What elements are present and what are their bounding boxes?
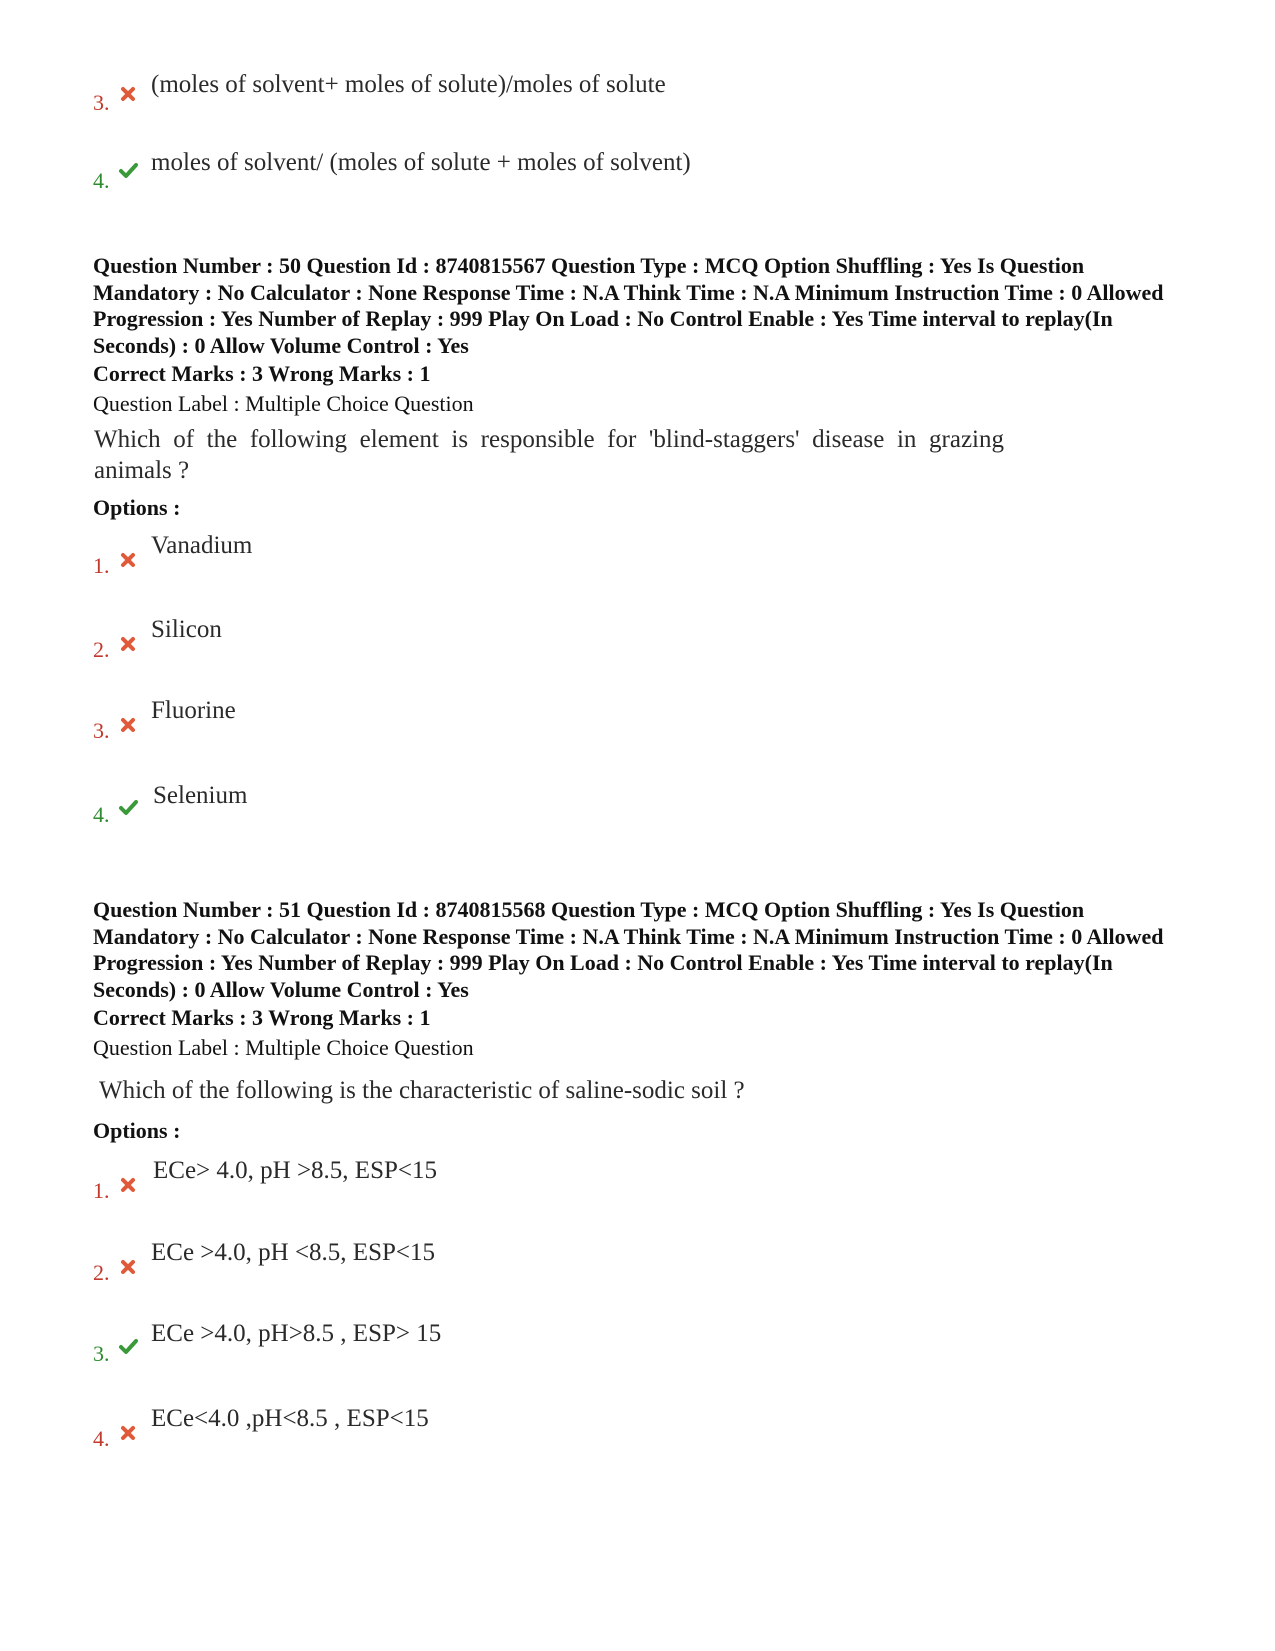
options-heading: Options : xyxy=(93,495,181,520)
option-text: (moles of solvent+ moles of solute)/moles of solute xyxy=(151,71,666,98)
option-number: 2. xyxy=(93,637,110,662)
option-text: Selenium xyxy=(153,782,248,809)
option-number: 4. xyxy=(93,1426,110,1451)
question-text: Which of the following is the characteristic of saline-sodic soil ? xyxy=(99,1077,745,1104)
question-marks: Correct Marks : 3 Wrong Marks : 1 xyxy=(93,1005,431,1030)
cross-icon xyxy=(118,1423,138,1443)
option-number: 4. xyxy=(93,802,110,827)
option-number: 3. xyxy=(93,1341,110,1366)
cross-icon xyxy=(118,715,138,735)
option-text: ECe >4.0, pH <8.5, ESP<15 xyxy=(151,1239,435,1266)
question-label: Question Label : Multiple Choice Question xyxy=(93,391,474,416)
cross-icon xyxy=(118,550,138,570)
option-number: 1. xyxy=(93,1178,110,1203)
check-icon xyxy=(118,1336,138,1356)
option-number: 3. xyxy=(93,718,110,743)
question-metadata: Question Number : 50 Question Id : 8740815567 Question Type : MCQ Option Shuffling : Yes Is Question Mandatory : No Calculator : None Response Time : N.A Think Time : N.A Minimum Instruction Time : 0 Allowed Progression : Yes Number of Replay : 999 Play On Load : No Control Enable : Yes Time interval to replay(In Seconds) : 0 Allow Volume Control : Yes xyxy=(93,253,1164,358)
option-text: moles of solvent/ (moles of solute + moles of solvent) xyxy=(151,149,691,176)
option-text: Fluorine xyxy=(151,697,236,724)
cross-icon xyxy=(118,1175,138,1195)
option-text: Silicon xyxy=(151,616,222,643)
cross-icon xyxy=(118,634,138,654)
question-marks: Correct Marks : 3 Wrong Marks : 1 xyxy=(93,361,431,386)
option-text: ECe >4.0, pH>8.5 , ESP> 15 xyxy=(151,1320,442,1347)
cross-icon xyxy=(118,1257,138,1277)
option-text: ECe<4.0 ,pH<8.5 , ESP<15 xyxy=(151,1405,429,1432)
option-number: 1. xyxy=(93,553,110,578)
question-text: Which of the following element is responsible for 'blind-staggers' disease in grazing animals ? xyxy=(94,426,1004,484)
options-heading: Options : xyxy=(93,1118,181,1143)
option-number: 4. xyxy=(93,168,110,193)
question-label: Question Label : Multiple Choice Question xyxy=(93,1035,474,1060)
check-icon xyxy=(118,797,138,817)
question-metadata: Question Number : 51 Question Id : 8740815568 Question Type : MCQ Option Shuffling : Yes Is Question Mandatory : No Calculator : None Response Time : N.A Think Time : N.A Minimum Instruction Time : 0 Allowed Progression : Yes Number of Replay : 999 Play On Load : No Control Enable : Yes Time interval to replay(In Seconds) : 0 Allow Volume Control : Yes xyxy=(93,897,1164,1002)
option-number: 3. xyxy=(93,90,110,115)
option-text: ECe> 4.0, pH >8.5, ESP<15 xyxy=(153,1157,437,1184)
cross-icon xyxy=(118,84,138,104)
option-number: 2. xyxy=(93,1260,110,1285)
option-text: Vanadium xyxy=(151,532,253,559)
check-icon xyxy=(118,160,138,180)
